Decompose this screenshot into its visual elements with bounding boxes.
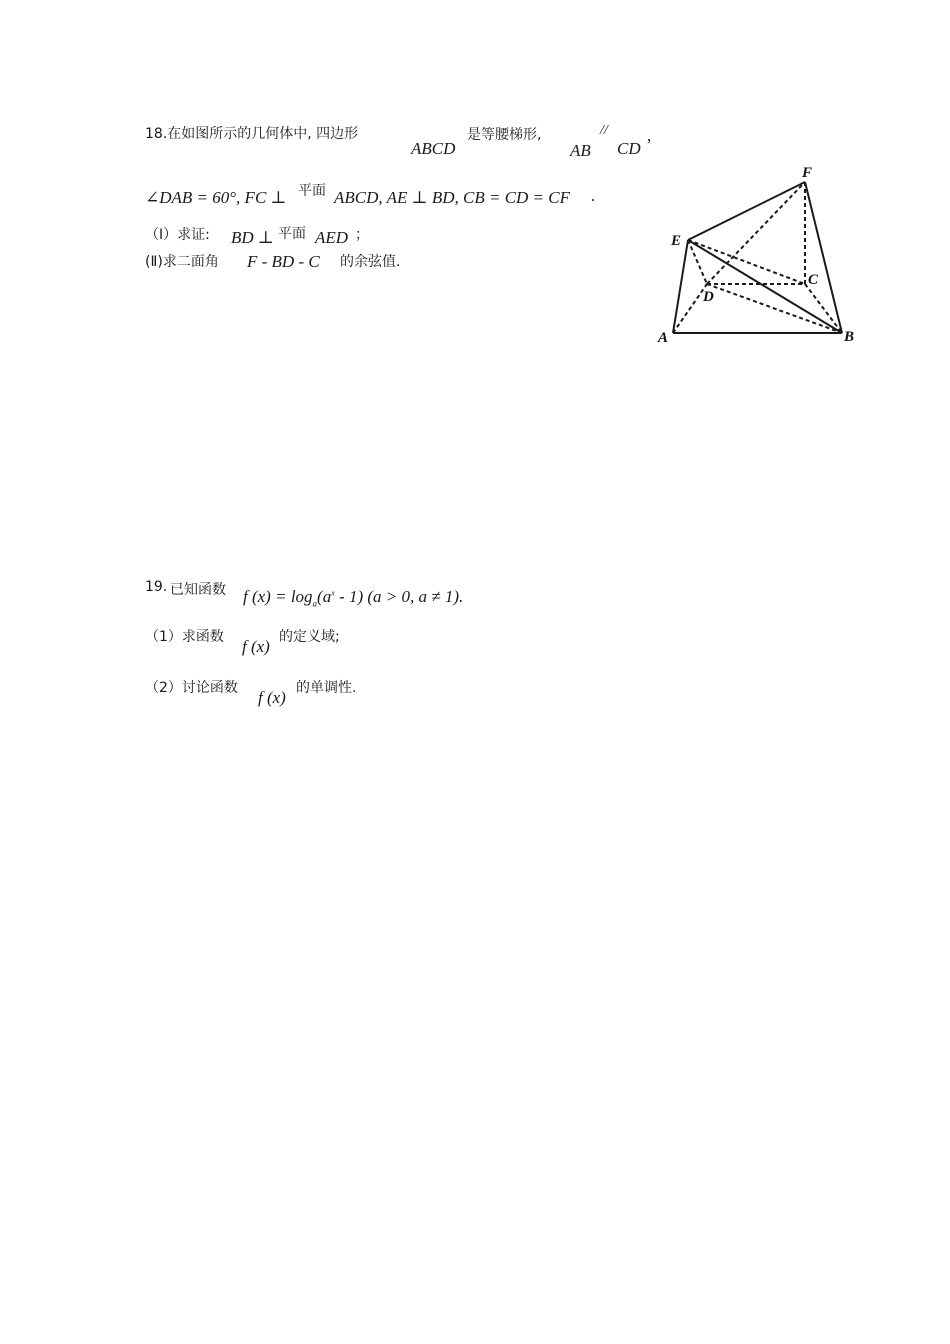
problem-19-stem: 已知函数 (170, 582, 226, 598)
condition-plane-word: 平面 (298, 183, 326, 199)
edge-ae (673, 240, 688, 333)
function-exponent: x (331, 588, 335, 598)
function-arg-open: (a (317, 587, 332, 606)
part-1-end: ； (355, 227, 369, 243)
vertex-label-a: A (658, 330, 669, 346)
geometry-figure (655, 160, 865, 350)
problem-18-stem-part-a: 在如图所示的几何体中, 四边形 (167, 126, 359, 142)
log-base: a (312, 598, 318, 609)
edge-eb (688, 240, 842, 333)
part-1-label: （Ⅰ）求证: (145, 227, 210, 243)
edge-ef (688, 182, 805, 240)
condition-angle: ∠DAB = 60°, FC ⊥ (145, 188, 287, 207)
part-2-end: 的余弦值. (340, 254, 401, 270)
vertex-label-f: F (802, 165, 813, 181)
edge-ad (673, 284, 707, 333)
problem-19-number: 19. (145, 579, 168, 595)
function-lhs: f (x) = log (243, 587, 313, 606)
part-2-expr: F - BD - C (247, 252, 320, 271)
vertex-label-e: E (671, 233, 682, 249)
condition-rest: ABCD, AE ⊥ BD, CB = CD = CF (334, 188, 570, 207)
p19-part-2-end: 的单调性. (296, 680, 357, 696)
p19-part-1-end: 的定义域; (279, 629, 340, 645)
p19-part-1-label: （1）求函数 (145, 629, 224, 645)
p19-part-1-fx: f (x) (242, 637, 270, 656)
problem-18-stem-line (145, 124, 358, 143)
vertex-label-c: C (808, 272, 819, 288)
p19-part-2-fx: f (x) (258, 688, 286, 707)
problem-18-stem-part-b: 是等腰梯形, (467, 127, 542, 143)
edge-ec (688, 240, 805, 284)
function-dot: . (458, 587, 464, 606)
vertex-label-d: D (703, 289, 714, 305)
function-definition (243, 587, 463, 608)
math-comma: , (647, 126, 652, 145)
p19-part-2-label: （2）讨论函数 (145, 680, 238, 696)
part-1-plane: 平面 (278, 226, 306, 242)
math-abcd: ABCD (411, 139, 456, 158)
vertex-label-b: B (844, 329, 855, 345)
math-cd: CD (617, 139, 641, 158)
function-arg-close: - 1) (a > 0, a ≠ 1) (334, 587, 459, 606)
edge-fb (805, 182, 842, 333)
part-1-bd: BD ⊥ (231, 228, 274, 247)
edge-df (707, 182, 805, 284)
part-2-label: (Ⅱ)求二面角 (145, 254, 219, 270)
part-1-aed: AED (315, 228, 349, 247)
math-parallel: // (600, 123, 608, 138)
problem-18-number: 18. (145, 126, 168, 142)
math-ab: AB (570, 141, 591, 160)
condition-dot: . (591, 186, 596, 205)
